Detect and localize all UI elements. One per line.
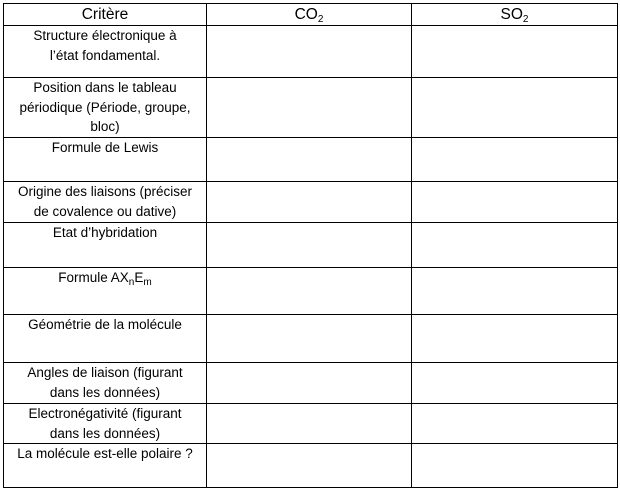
header-critere: Critère xyxy=(4,4,207,26)
criterion-label: Origine des liaisons (préciser de covalence ou dative) xyxy=(4,182,207,223)
header-co2: $CO_2$ xyxy=(207,4,412,26)
co2-answer-cell[interactable] xyxy=(207,268,412,315)
table-row xyxy=(4,363,618,404)
co2-answer-cell[interactable] xyxy=(207,223,412,268)
so2-answer-cell[interactable] xyxy=(412,138,618,182)
co2-answer-cell[interactable] xyxy=(207,363,412,404)
table-row xyxy=(4,404,618,444)
so2-answer-cell[interactable] xyxy=(412,315,618,363)
table-row xyxy=(4,315,618,363)
criterion-label: Formule de Lewis xyxy=(4,138,207,182)
so2-answer-cell[interactable] xyxy=(412,182,618,223)
co2-answer-cell[interactable] xyxy=(207,444,412,488)
criterion-label: Structure électronique à l’état fondamental. xyxy=(4,26,207,78)
criterion-label: Formule $AX_nE_m$ xyxy=(4,268,207,315)
co2-answer-cell[interactable] xyxy=(207,182,412,223)
criterion-label: Géométrie de la molécule xyxy=(4,315,207,363)
criterion-label: Etat d’hybridation xyxy=(4,223,207,268)
co2-answer-cell[interactable] xyxy=(207,315,412,363)
criterion-label: Position dans le tableau périodique (Période, groupe, bloc) xyxy=(4,78,207,138)
criterion-label: Angles de liaison (figurant dans les données) xyxy=(4,363,207,404)
co2-answer-cell[interactable] xyxy=(207,138,412,182)
table-row xyxy=(4,444,618,488)
so2-answer-cell[interactable] xyxy=(412,223,618,268)
so2-answer-cell[interactable] xyxy=(412,444,618,488)
criterion-label: Electronégativité (figurant dans les données) xyxy=(4,404,207,444)
table-row xyxy=(4,138,618,182)
header-so2: $SO_2$ xyxy=(412,4,618,26)
table-row xyxy=(4,78,618,138)
so2-answer-cell[interactable] xyxy=(412,363,618,404)
co2-answer-cell[interactable] xyxy=(207,78,412,138)
header-row xyxy=(4,4,618,26)
criterion-label: La molécule est-elle polaire ? xyxy=(4,444,207,488)
co2-answer-cell[interactable] xyxy=(207,26,412,78)
criteria-table xyxy=(3,3,618,488)
so2-answer-cell[interactable] xyxy=(412,268,618,315)
table-row xyxy=(4,182,618,223)
co2-answer-cell[interactable] xyxy=(207,404,412,444)
so2-answer-cell[interactable] xyxy=(412,26,618,78)
table-row xyxy=(4,268,618,315)
table-row xyxy=(4,223,618,268)
so2-answer-cell[interactable] xyxy=(412,404,618,444)
so2-answer-cell[interactable] xyxy=(412,78,618,138)
table-row xyxy=(4,26,618,78)
